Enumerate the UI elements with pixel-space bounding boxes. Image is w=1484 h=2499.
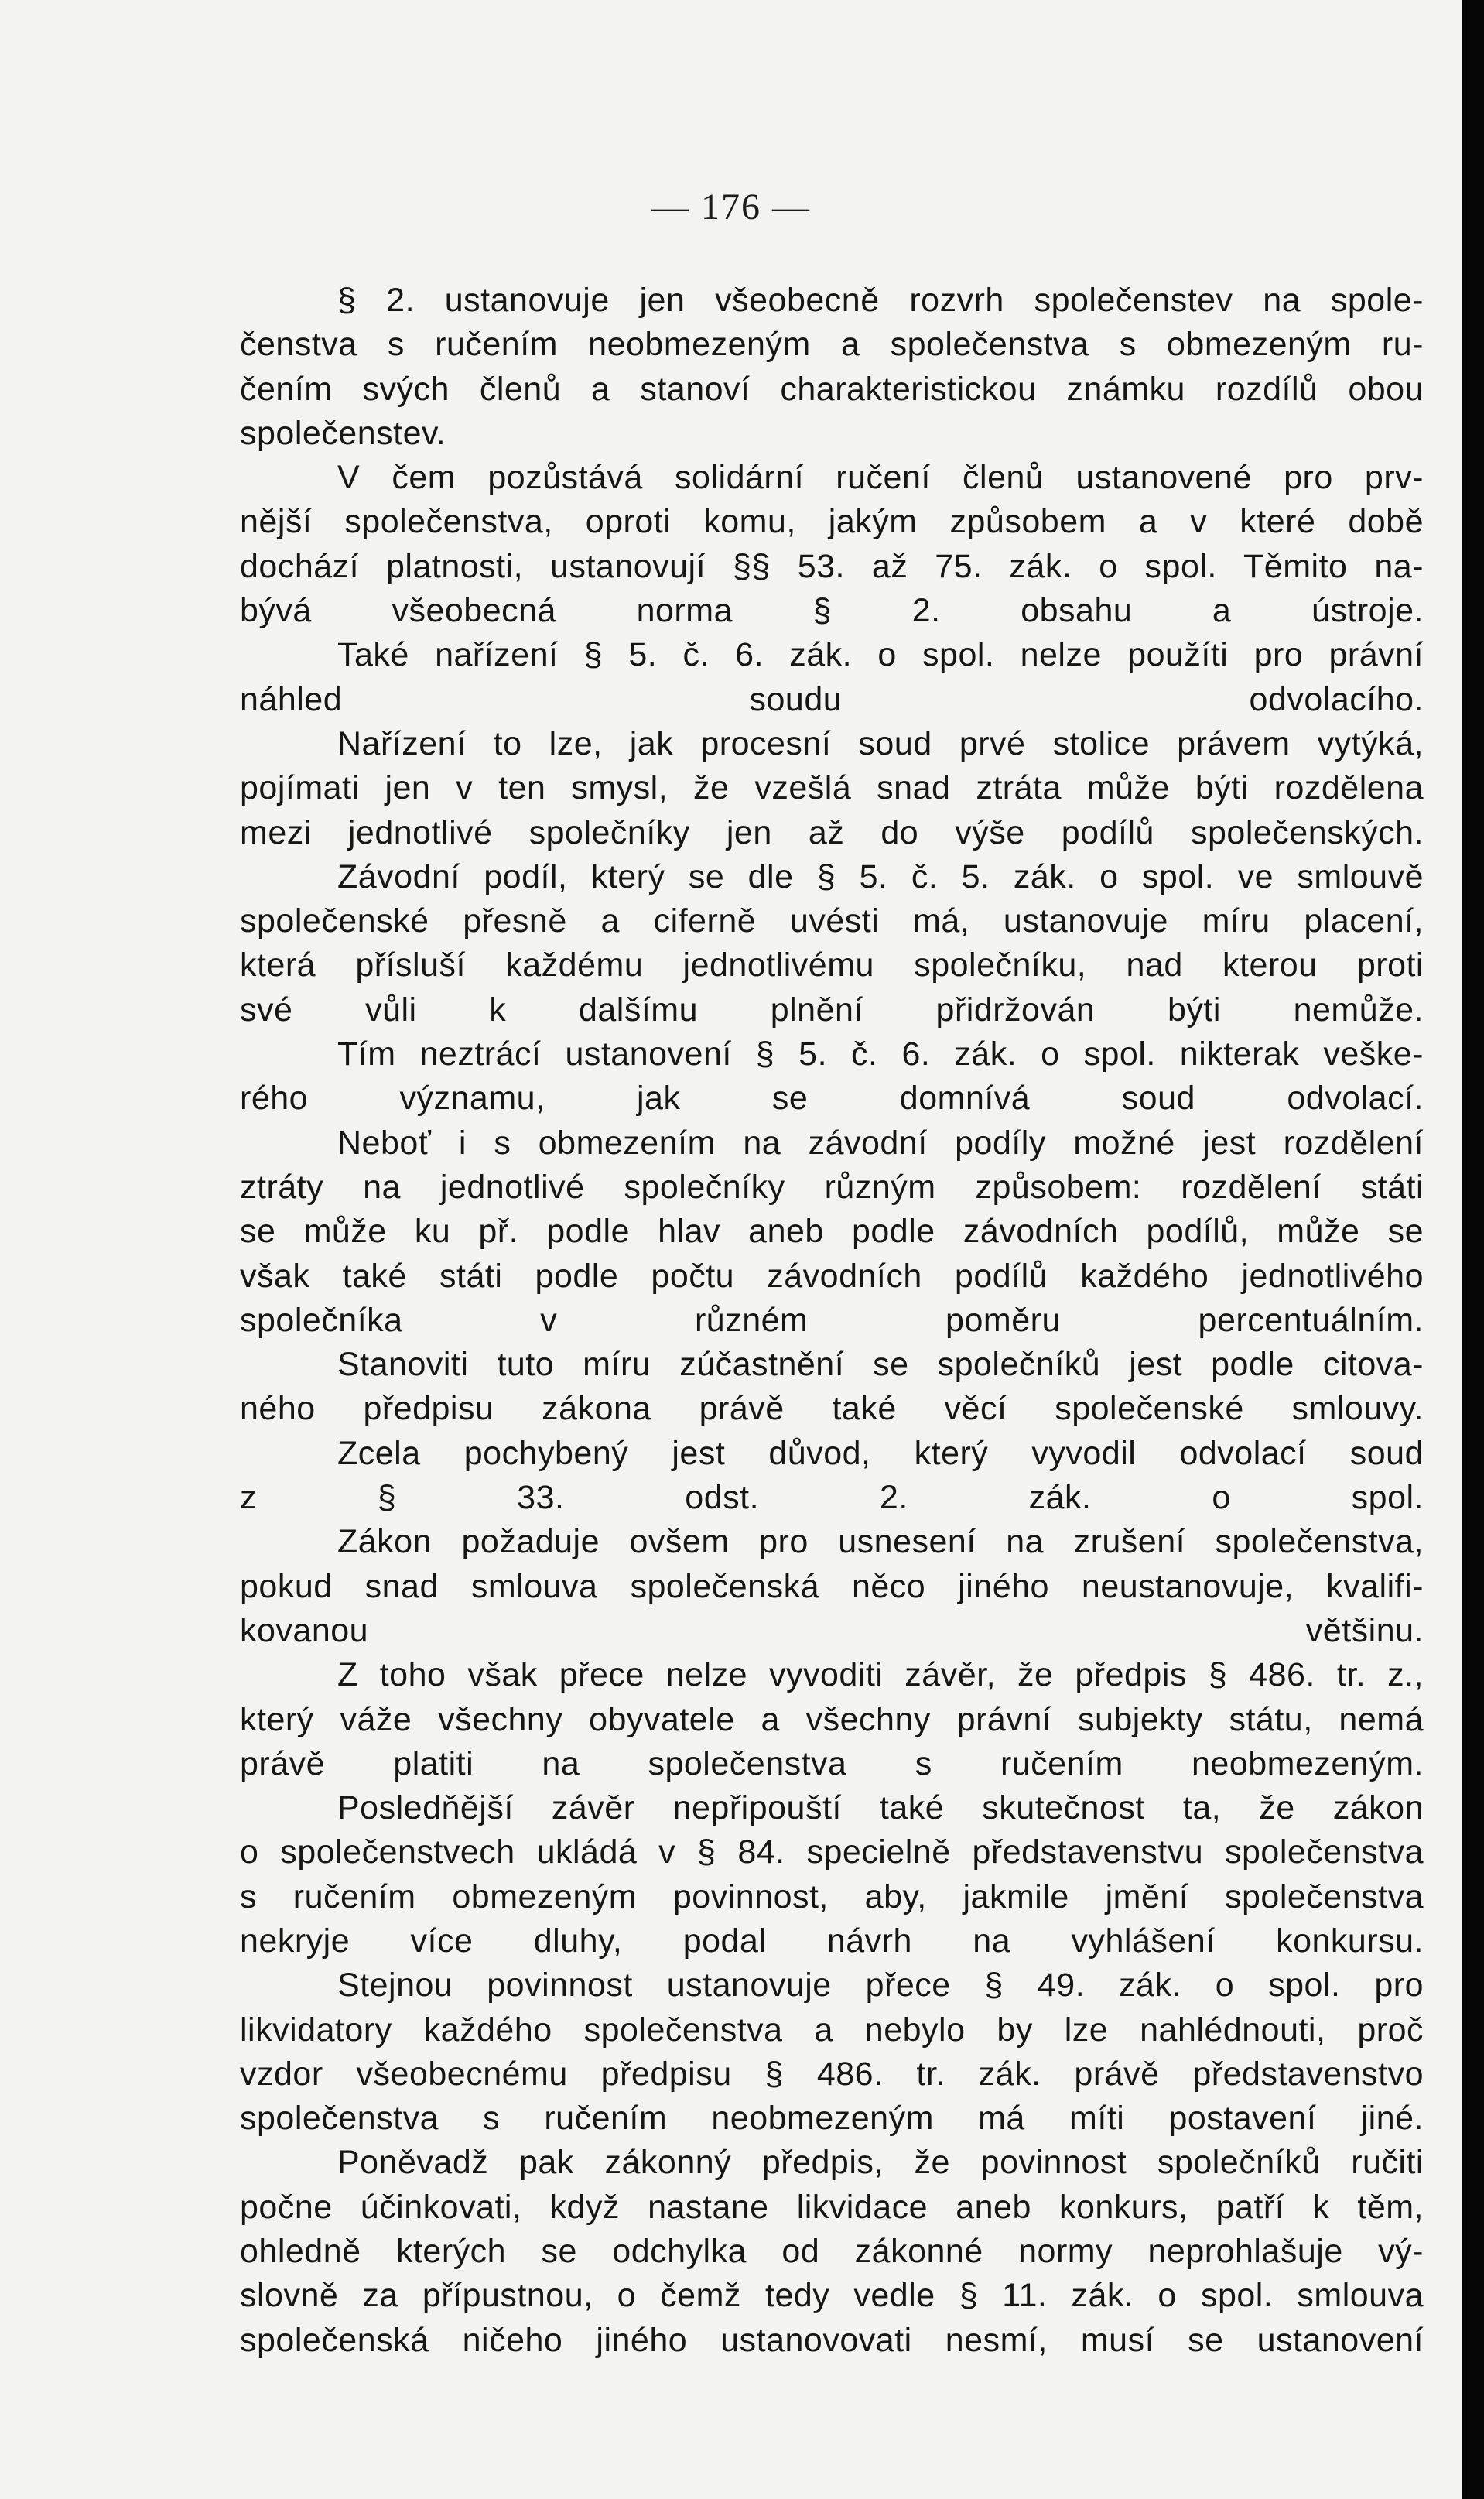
text-line: o společenstvech ukládá v § 84. specielně představenstvu společenstva — [240, 1833, 1424, 1871]
text-line: dochází platnosti, ustanovují §§ 53. až 75. zák. o spol. Těmito na- — [240, 547, 1424, 585]
text-line: Zákon požaduje ovšem pro usnesení na zrušení společenstva, — [337, 1523, 1424, 1561]
text-line: nější společenstva, oproti komu, jakým způsobem a v které době — [240, 503, 1424, 541]
text-line: likvidatory každého společenstva a nebylo by lze nahlédnouti, proč — [240, 2011, 1424, 2049]
text-line: Stanoviti tuto míru zúčastnění se společníků jest podle citova- — [337, 1346, 1424, 1384]
text-line: mezi jednotlivé společníky jen až do výše podílů společenských. — [240, 813, 1424, 851]
text-line: Tím neztrácí ustanovení § 5. č. 6. zák. o spol. nikterak veške- — [337, 1036, 1424, 1073]
text-line: právě platiti na společenstva s ručením neobmezeným. — [240, 1744, 1424, 1782]
text-line: nekryje více dluhy, podal návrh na vyhlášení konkursu. — [240, 1922, 1424, 1960]
text-line: společenská ničeho jiného ustanovovati nesmí, musí se ustanovení — [240, 2321, 1424, 2359]
text-line: Neboť i s obmezením na závodní podíly možné jest rozdělení — [337, 1124, 1424, 1162]
text-line: čenstva s ručením neobmezeným a společenstva s obmezeným ru- — [240, 326, 1424, 364]
text-line: § 2. ustanovuje jen všeobecně rozvrh společenstev na spole- — [337, 282, 1424, 319]
text-line: z § 33. odst. 2. zák. o spol. — [240, 1479, 1424, 1517]
text-line: Posledňější závěr nepřipouští také skutečnost ta, že zákon — [337, 1789, 1424, 1827]
text-line: která přísluší každému jednotlivému společníku, nad kterou proti — [240, 947, 1424, 984]
body-text — [240, 279, 1424, 2363]
text-line: s ručením obmezeným povinnost, aby, jakmile jmění společenstva — [240, 1878, 1424, 1915]
text-line: náhled soudu odvolacího. — [240, 680, 1424, 718]
text-line: se může ku př. podle hlav aneb podle závodních podílů, může se — [240, 1213, 1424, 1251]
text-line: který váže všechny obyvatele a všechny právní subjekty státu, nemá — [240, 1700, 1424, 1738]
text-line: společníka v různém poměru percentuálním. — [240, 1301, 1424, 1339]
text-line: Také nařízení § 5. č. 6. zák. o spol. nelze použíti pro právní — [337, 636, 1424, 674]
text-line: ohledně kterých se odchylka od zákonné normy neprohlašuje vý- — [240, 2233, 1424, 2271]
text-line: však také státi podle počtu závodních podílů každého jednotlivého — [240, 1257, 1424, 1295]
text-line: rého významu, jak se domnívá soud odvolací. — [240, 1080, 1424, 1118]
text-line: Nařízení to lze, jak procesní soud prvé stolice právem vytýká, — [337, 724, 1424, 762]
text-line: společenstva s ručením neobmezeným má míti postavení jiné. — [240, 2100, 1424, 2138]
text-line: V čem pozůstává solidární ručení členů ustanovené pro prv- — [337, 459, 1424, 497]
page-number: — 176 — — [651, 187, 811, 228]
text-line: vzdor všeobecnému předpisu § 486. tr. zák. právě představenstvo — [240, 2055, 1424, 2093]
text-line: Zcela pochybený jest důvod, který vyvodil odvolací soud — [337, 1434, 1424, 1472]
text-line: čením svých členů a stanoví charakteristickou známku rozdílů obou — [240, 370, 1424, 408]
text-line: Závodní podíl, který se dle § 5. č. 5. zák. o spol. ve smlouvě — [337, 858, 1424, 895]
text-line: Poněvadž pak zákonný předpis, že povinnost společníků ručiti — [337, 2144, 1424, 2182]
text-line: kovanou většinu. — [240, 1611, 1424, 1649]
text-line: Z toho však přece nelze vyvoditi závěr, že předpis § 486. tr. z., — [337, 1656, 1424, 1694]
text-line: společenské přesně a ciferně uvésti má, ustanovuje míru placení, — [240, 902, 1424, 940]
text-line: společenstev. — [240, 414, 446, 452]
text-line: bývá všeobecná norma § 2. obsahu a ústroje. — [240, 592, 1424, 630]
text-line: Stejnou povinnost ustanovuje přece § 49. zák. o spol. pro — [337, 1967, 1424, 2004]
text-line: ného předpisu zákona právě také věcí společenské smlouvy. — [240, 1390, 1424, 1428]
text-line: pokud snad smlouva společenská něco jiného neustanovuje, kvalifi- — [240, 1567, 1424, 1605]
text-line: ztráty na jednotlivé společníky různým způsobem: rozdělení státi — [240, 1168, 1424, 1206]
text-line: počne účinkovati, když nastane likvidace aneb konkurs, patří k těm, — [240, 2188, 1424, 2226]
text-line: pojímati jen v ten smysl, že vzešlá snad ztráta může býti rozdělena — [240, 769, 1424, 807]
text-line: slovně za přípustnou, o čemž tedy vedle § 11. zák. o spol. smlouva — [240, 2277, 1424, 2315]
text-line: své vůli k dalšímu plnění přidržován býti nemůže. — [240, 991, 1424, 1029]
